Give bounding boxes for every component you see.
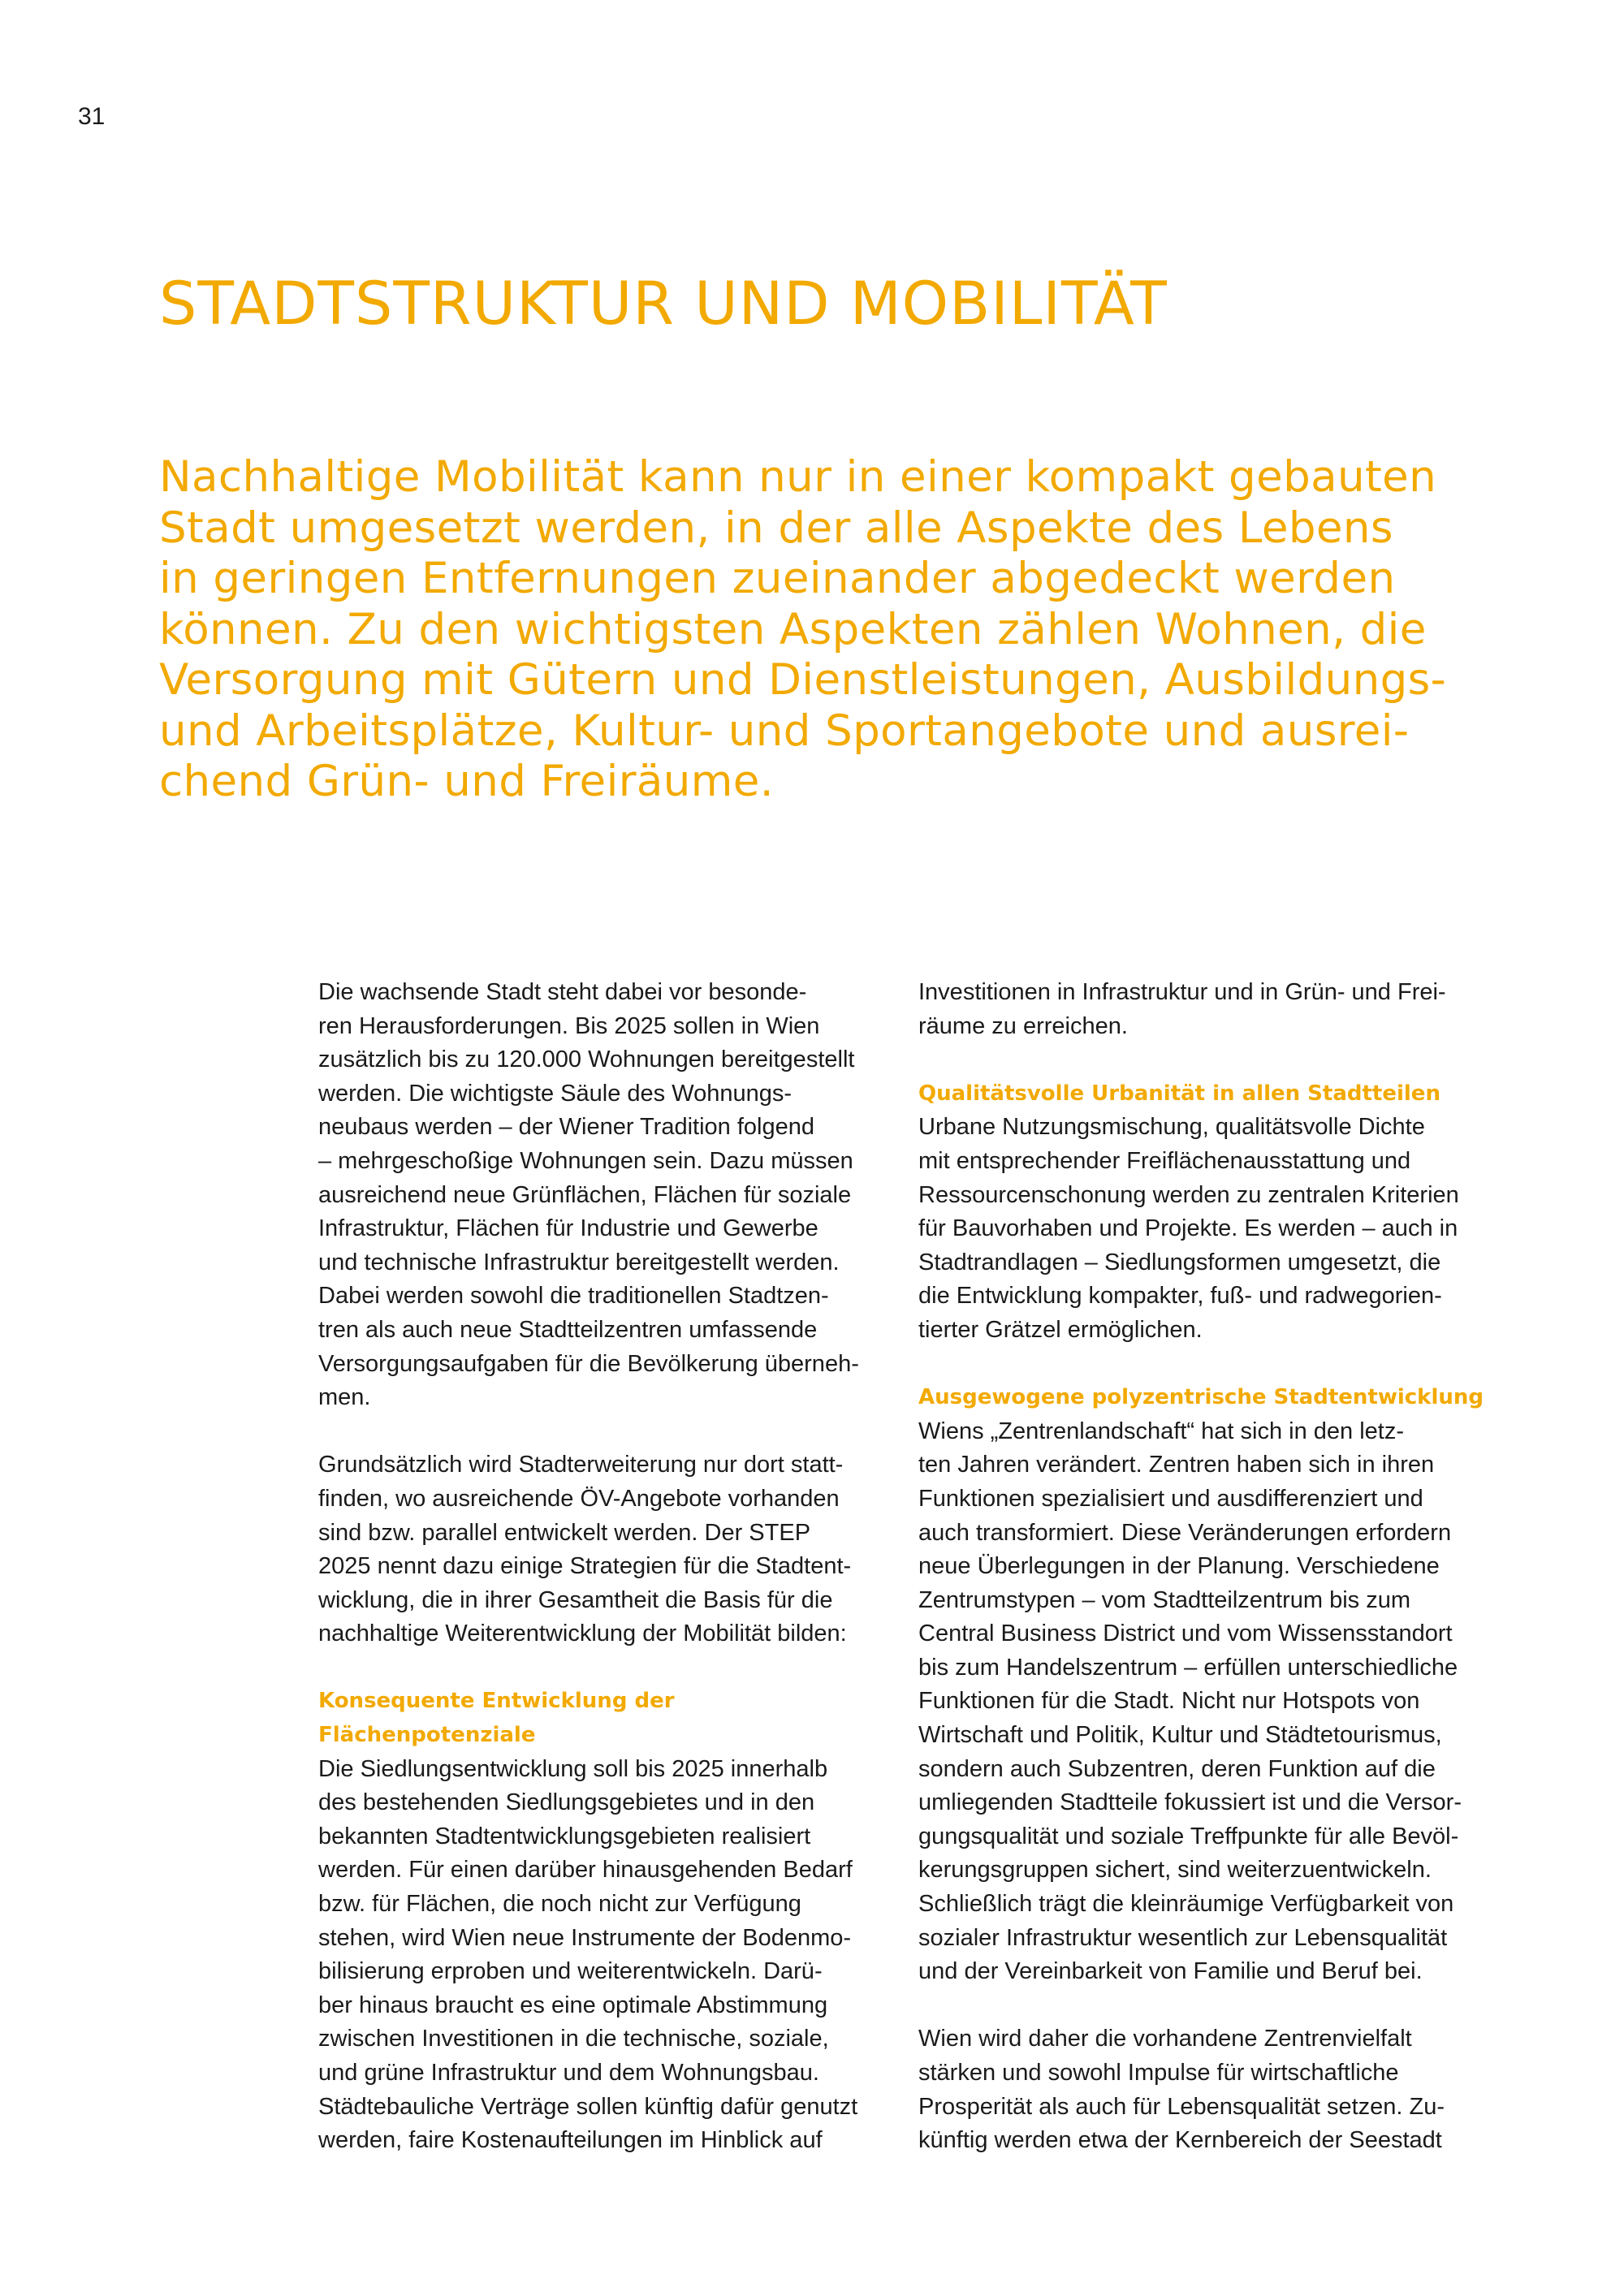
lead-line: Versorgung mit Gütern und Dienstleistungen, Ausbildungs- — [159, 655, 1447, 705]
heading-line: Konsequente Entwicklung der — [318, 1689, 675, 1714]
text-line: neue Überlegungen in der Planung. Verschiedene — [918, 1553, 1440, 1580]
body-paragraph — [918, 1415, 1503, 1989]
left-column — [318, 976, 903, 2158]
text-line: Funktionen für die Stadt. Nicht nur Hotspots von — [918, 1688, 1420, 1715]
text-line: umliegenden Stadtteile fokussiert ist und die Versor- — [918, 1789, 1462, 1816]
text-line: wicklung, die in ihrer Gesamtheit die Basis für die — [318, 1586, 833, 1613]
right-column — [918, 976, 1503, 2158]
text-line: Die wachsende Stadt steht dabei vor besonde- — [318, 979, 807, 1005]
text-line: nachhaltige Weiterentwicklung der Mobilität bilden: — [318, 1621, 847, 1647]
text-line: – mehrgeschoßige Wohnungen sein. Dazu müssen — [318, 1147, 853, 1174]
text-line: mit entsprechender Freiflächenausstattung und — [918, 1147, 1411, 1174]
text-line: kerungsgruppen sichert, sind weiterzuentwickeln. — [918, 1857, 1432, 1884]
text-line: bzw. für Flächen, die noch nicht zur Verfügung — [318, 1891, 801, 1918]
text-line: ber hinaus braucht es eine optimale Abstimmung — [318, 1992, 828, 2018]
text-line: Ressourcenschonung werden zu zentralen Kriterien — [918, 1181, 1459, 1208]
text-line: finden, wo ausreichende ÖV-Angebote vorhanden — [318, 1485, 840, 1512]
text-line: für Bauvorhaben und Projekte. Es werden – auch in — [918, 1215, 1458, 1242]
text-line: Central Business District und vom Wissensstandort — [918, 1621, 1453, 1647]
text-line: Stadtrandlagen – Siedlungsformen umgesetzt, die — [918, 1249, 1441, 1275]
lead-line: Stadt umgesetzt werden, in der alle Aspekte des Lebens — [159, 503, 1393, 553]
text-line: bekannten Stadtentwicklungsgebieten realisiert — [318, 1823, 811, 1849]
paragraph-spacer — [918, 1043, 1503, 1077]
text-line: tierter Grätzel ermöglichen. — [918, 1316, 1203, 1343]
page-title: STADTSTRUKTUR UND MOBILITÄT — [159, 270, 1168, 339]
body-paragraph — [918, 976, 1503, 1043]
paragraph-spacer — [318, 1415, 903, 1449]
text-line: Zentrumstypen – vom Stadtteilzentrum bis zum — [918, 1586, 1411, 1613]
body-paragraph — [318, 1448, 903, 1651]
paragraph-spacer — [918, 1348, 1503, 1382]
text-line: Infrastruktur, Flächen für Industrie und Gewerbe — [318, 1215, 818, 1242]
text-line: werden. Die wichtigste Säule des Wohnungs- — [318, 1080, 793, 1107]
text-line: stärken und sowohl Impulse für wirtschaftliche — [918, 2060, 1399, 2086]
text-line: künftig werden etwa der Kernbereich der Seestadt — [918, 2127, 1442, 2154]
text-line: bis zum Handelszentrum – erfüllen unterschiedliche — [918, 1654, 1458, 1681]
lead-line: chend Grün- und Freiräume. — [159, 757, 775, 806]
text-line: Funktionen spezialisiert und ausdifferenziert und — [918, 1485, 1423, 1512]
text-line: ausreichend neue Grünflächen, Flächen für soziale — [318, 1181, 852, 1208]
paragraph-spacer — [918, 1989, 1503, 2023]
text-line: stehen, wird Wien neue Instrumente der Bodenmo- — [318, 1924, 852, 1951]
text-line: Wien wird daher die vorhandene Zentrenvielfalt — [918, 2026, 1412, 2052]
text-line: sondern auch Subzentren, deren Funktion auf die — [918, 1755, 1436, 1782]
text-line: die Entwicklung kompakter, fuß- und radwegorien- — [918, 1283, 1442, 1310]
text-line: werden. Für einen darüber hinausgehenden Bedarf — [318, 1857, 853, 1884]
text-line: sozialer Infrastruktur wesentlich zur Lebensqualität — [918, 1924, 1448, 1951]
text-line: Urbane Nutzungsmischung, qualitätsvolle Dichte — [918, 1114, 1425, 1141]
text-line: Investitionen in Infrastruktur und in Grün- und Frei- — [918, 979, 1446, 1005]
text-line: neubaus werden – der Wiener Tradition folgend — [318, 1114, 814, 1141]
text-line: Schließlich trägt die kleinräumige Verfügbarkeit von — [918, 1891, 1454, 1918]
lead-line: und Arbeitsplätze, Kultur- und Sportangebote und ausrei- — [159, 706, 1410, 756]
body-paragraph — [918, 1111, 1503, 1347]
heading-line: Flächenpotenziale — [318, 1723, 536, 1748]
text-line: und technische Infrastruktur bereitgestellt werden. — [318, 1249, 840, 1275]
text-line: Städtebauliche Verträge sollen künftig dafür genutzt — [318, 2093, 858, 2120]
text-line: gungsqualität und soziale Treffpunkte für alle Bevöl- — [918, 1823, 1459, 1849]
text-line: zwischen Investitionen in die technische, soziale, — [318, 2026, 829, 2052]
body-paragraph — [318, 976, 903, 1415]
text-line: Die Siedlungsentwicklung soll bis 2025 innerhalb — [318, 1755, 828, 1782]
text-line: Wirtschaft und Politik, Kultur und Städtetourismus, — [918, 1722, 1442, 1749]
section-heading: Qualitätsvolle Urbanität in allen Stadtteilen — [918, 1081, 1440, 1106]
section-heading — [318, 1685, 903, 1752]
text-line: bilisierung erproben und weiterentwickeln. Darü- — [318, 1958, 823, 1985]
text-line: Grundsätzlich wird Stadterweiterung nur dort statt- — [318, 1452, 844, 1478]
text-line: ren Herausforderungen. Bis 2025 sollen in Wien — [318, 1012, 820, 1039]
page-number: 31 — [78, 103, 106, 130]
text-line: werden, faire Kostenaufteilungen im Hinblick auf — [318, 2127, 823, 2154]
text-line: Versorgungsaufgaben für die Bevölkerung überneh- — [318, 1350, 859, 1377]
text-line: men. — [318, 1384, 371, 1411]
text-line: auch transformiert. Diese Veränderungen erfordern — [918, 1519, 1452, 1546]
text-line: und der Vereinbarkeit von Familie und Beruf bei. — [918, 1958, 1423, 1985]
text-line: sind bzw. parallel entwickelt werden. Der STEP — [318, 1519, 811, 1546]
lead-line: Nachhaltige Mobilität kann nur in einer kompakt gebauten — [159, 452, 1437, 502]
text-line: räume zu erreichen. — [918, 1012, 1128, 1039]
text-line: Prosperität als auch für Lebensqualität setzen. Zu- — [918, 2093, 1445, 2120]
text-line: 2025 nennt dazu einige Strategien für die Stadtent- — [318, 1553, 852, 1580]
text-line: Wiens „Zentrenlandschaft“ hat sich in den letz- — [918, 1418, 1404, 1444]
lead-line: in geringen Entfernungen zueinander abgedeckt werden — [159, 554, 1396, 603]
text-line: ten Jahren verändert. Zentren haben sich in ihren — [918, 1452, 1435, 1478]
text-line: zusätzlich bis zu 120.000 Wohnungen bereitgestellt — [318, 1047, 855, 1073]
section-heading: Ausgewogene polyzentrische Stadtentwicklung — [918, 1385, 1484, 1410]
body-paragraph — [318, 1753, 903, 2158]
text-line: und grüne Infrastruktur und dem Wohnungsbau. — [318, 2060, 819, 2086]
lead-paragraph — [159, 452, 1588, 808]
paragraph-spacer — [318, 1651, 903, 1685]
text-line: Dabei werden sowohl die traditionellen Stadtzen- — [318, 1283, 829, 1310]
text-line: tren als auch neue Stadtteilzentren umfassende — [318, 1316, 818, 1343]
lead-line: können. Zu den wichtigsten Aspekten zählen Wohnen, die — [159, 604, 1427, 654]
text-line: des bestehenden Siedlungsgebietes und in den — [318, 1789, 815, 1816]
body-paragraph — [918, 2022, 1503, 2157]
